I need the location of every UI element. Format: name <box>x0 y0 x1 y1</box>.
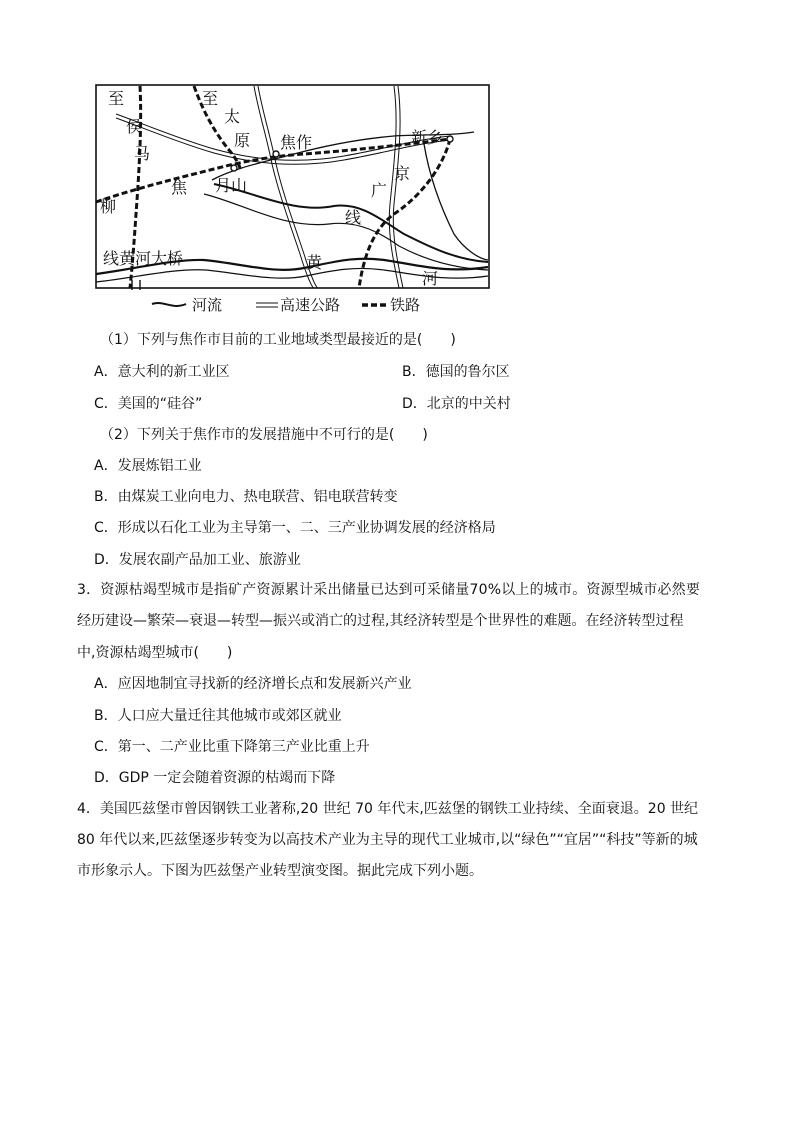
xinxiang-marker <box>447 136 453 142</box>
q3-option-c[interactable]: C．第一、二产业比重下降第三产业比重上升 <box>94 739 370 755</box>
q4-line-1: 4．美国匹兹堡市曾因钢铁工业著称,20 世纪 70 年代末,匹兹堡的钢铁工业持续、全面衰退。20 世纪 <box>77 801 699 817</box>
yueshan-marker <box>231 165 237 171</box>
label-ma: 马 <box>134 144 151 163</box>
label-xinxiang: 新乡 <box>411 128 444 147</box>
label-xian: 线 <box>345 208 362 227</box>
label-hou: 侯 <box>126 117 143 136</box>
map-figure <box>94 84 494 322</box>
q4-line-2: 80 年代以来,匹兹堡逐步转变为以高技术产业为主导的现代工业城市,以“绿色”“宜居”“科技”等新的城 <box>77 832 698 848</box>
q2-1-option-b[interactable]: B．德国的鲁尔区 <box>402 364 510 380</box>
q3-option-b[interactable]: B．人口应大量迁往其他城市或郊区就业 <box>94 708 342 724</box>
label-tai: 太 <box>224 107 241 126</box>
q3-option-a[interactable]: A．应因地制宜寻找新的经济增长点和发展新兴产业 <box>94 676 412 692</box>
q2-2-option-c[interactable]: C．形成以石化工业为主导第一、二、三产业协调发展的经济格局 <box>94 520 496 536</box>
q3-line-3: 中,资源枯竭型城市( ) <box>77 645 233 661</box>
label-bridge: 线黄河大桥 <box>103 249 184 268</box>
label-jiaozuo: 焦作 <box>280 133 313 152</box>
label-jiao: 焦 <box>171 178 188 197</box>
q3-line-1: 3．资源枯竭型城市是指矿产资源累计采出储量已达到可采储量70%以上的城市。资源型城市必然要 <box>77 582 701 598</box>
q2-2-stem: （2）下列关于焦作市的发展措施中不可行的是( ) <box>100 427 428 443</box>
label-jing: 京 <box>394 164 411 183</box>
jiaozuo-marker <box>273 151 279 157</box>
label-yuan: 原 <box>234 131 251 150</box>
q3-line-2: 经历建设—繁荣—衰退—转型—振兴或消亡的过程,其经济转型是个世界性的难题。在经济转型过程 <box>77 613 684 629</box>
q2-1-stem: （1）下列与焦作市目前的工业地域类型最接近的是( ) <box>100 332 456 348</box>
q2-2-option-d[interactable]: D．发展农副产品加工业、旅游业 <box>94 552 301 568</box>
label-he: 河 <box>422 269 439 288</box>
q2-1-option-a[interactable]: A．意大利的新工业区 <box>94 364 230 380</box>
q3-option-d[interactable]: D．GDP 一定会随着资源的枯竭而下降 <box>94 770 336 786</box>
legend-railway: 铁路 <box>390 296 421 314</box>
label-yueshan: 月山 <box>215 176 248 195</box>
label-huang: 黄 <box>306 253 323 272</box>
map-legend <box>152 296 420 314</box>
legend-highway: 高速公路 <box>280 296 341 314</box>
jiaozuo-map <box>94 84 494 322</box>
legend-river-swatch <box>152 303 186 306</box>
label-liu: 柳 <box>100 197 117 216</box>
label-zhi-top: 至 <box>202 89 219 108</box>
q2-2-option-a[interactable]: A．发展炼铝工业 <box>94 458 202 474</box>
q2-2-option-b[interactable]: B．由煤炭工业向电力、热电联营、铝电联营转变 <box>94 489 398 505</box>
q4-line-3: 市形象示人。下图为匹兹堡产业转型演变图。据此完成下列小题。 <box>77 863 483 879</box>
legend-river: 河流 <box>192 296 223 314</box>
label-zhi-left: 至 <box>108 89 125 108</box>
q2-1-option-c[interactable]: C．美国的“硅谷” <box>94 396 203 412</box>
label-guang: 广 <box>371 181 388 200</box>
q2-1-option-d[interactable]: D．北京的中关村 <box>402 396 511 412</box>
